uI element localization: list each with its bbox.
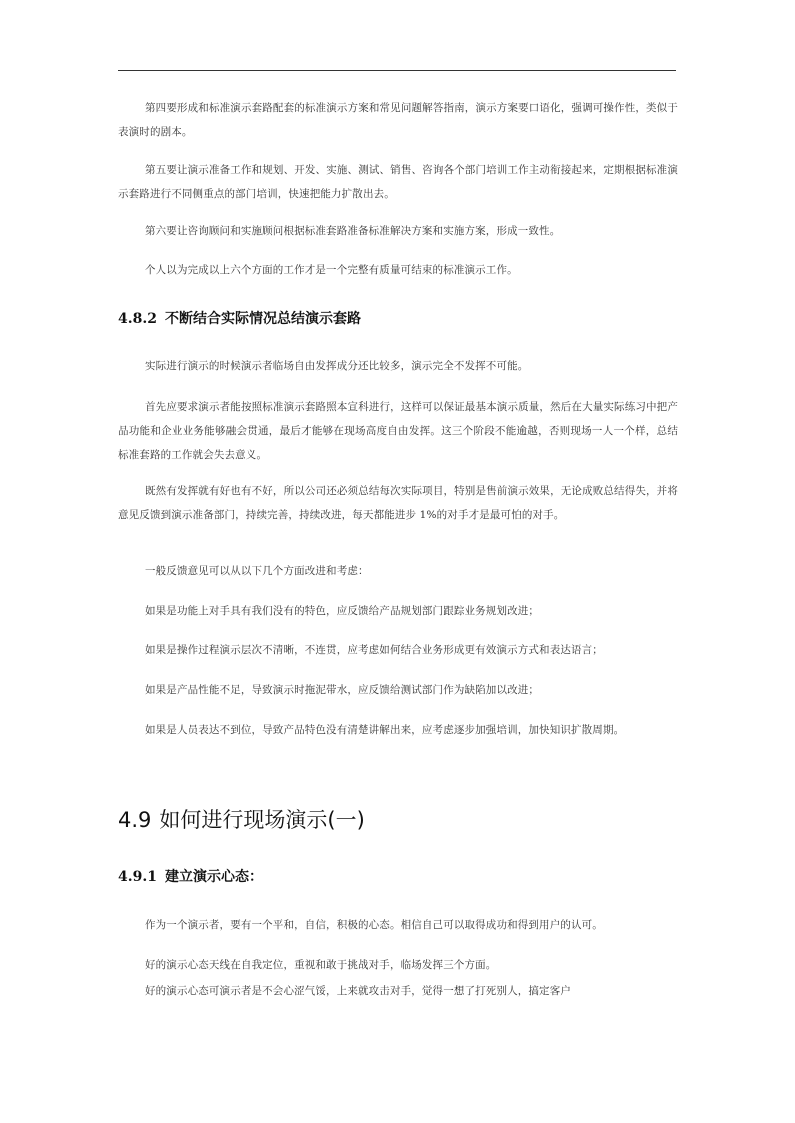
section-heading-4-8-2	[118, 308, 361, 328]
list-item: 如果是人员表达不到位，导致产品特色没有清楚讲解出来，应考虑逐步加强培训，加快知识扩散周期。	[145, 724, 625, 736]
paragraph-truncated: 好的演示心态可演示者是不会心涩气馁，上来就攻击对手，觉得一想了打死别人，搞定客户	[145, 985, 571, 997]
list-item: 如果是操作过程演示层次不清晰，不连贯，应考虑如何结合业务形成更有效演示方式和表达语言；	[145, 644, 603, 656]
list-item: 如果是功能上对手具有我们没有的特色，应反馈给产品规划部门跟踪业务规划改进；	[145, 605, 540, 617]
paragraph-feedback-intro: 一般反馈意见可以从以下几个方面改进和考虑：	[145, 565, 369, 577]
paragraph-standard-first: 首先应要求演示者能按照标准演示套路照本宣科进行，这样可以保证最基本演示质量，然后在大量实际练习中把产品功能和企业业务能够融会贯通，最后才能够在现场高度自由发挥。这三个阶段不能逾越，否则现场一人一个样，总结标准套路的工作就会失去意义。	[118, 401, 678, 461]
paragraph-6th-requirement: 第六要让咨询顾问和实施顾问根据标准套路准备标准解决方案和实施方案，形成一致性。	[145, 225, 561, 237]
list-item: 如果是产品性能不足，导致演示时拖泥带水，应反馈给测试部门作为缺陷加以改进；	[145, 684, 540, 696]
section-number: 4.9	[118, 808, 152, 832]
section-title: 建立演示心态：	[164, 869, 263, 885]
section-number: 4.9.1	[118, 869, 157, 885]
paragraph-feedback: 既然有发挥就有好也有不好，所以公司还必须总结每次实际项目，特别是售前演示效果，无论成败总结得失，并将意见反馈到演示准备部门，持续完善，持续改进，每天都能进步 1%的对手才是最可怕的对手。	[118, 485, 678, 521]
section-number: 4.8.2	[118, 311, 157, 327]
section-title: 如何进行现场演示(一)	[159, 808, 365, 832]
paragraph-improvisation: 实际进行演示的时候演示者临场自由发挥成分还比较多，演示完全不发挥不可能。	[145, 360, 529, 372]
paragraph-mindset: 作为一个演示者，要有一个平和，自信，积极的心态。相信自己可以取得成功和得到用户的认可。	[145, 919, 603, 931]
header-rule	[118, 70, 676, 71]
paragraph-mindset-aspects: 好的演示心态天线在自我定位，重视和敢于挑战对手，临场发挥三个方面。	[145, 959, 497, 971]
paragraph-4th-requirement: 第四要形成和标准演示套路配套的标准演示方案和常见问题解答指南，演示方案要口语化，强调可操作性，类似于表演时的剧本。	[118, 102, 678, 138]
section-heading-4-9	[118, 804, 365, 834]
truncated-line	[118, 985, 678, 1004]
paragraph-summary: 个人以为完成以上六个方面的工作才是一个完整有质量可结束的标准演示工作。	[145, 264, 518, 276]
paragraph-5th-requirement: 第五要让演示准备工作和规划、开发、实施、测试、销售、咨询各个部门培训工作主动衔接起来，定期根据标准演示套路进行不同侧重点的部门培训，快速把能力扩散出去。	[118, 164, 678, 200]
section-title: 不断结合实际情况总结演示套路	[164, 311, 361, 327]
section-heading-4-9-1	[118, 866, 263, 886]
